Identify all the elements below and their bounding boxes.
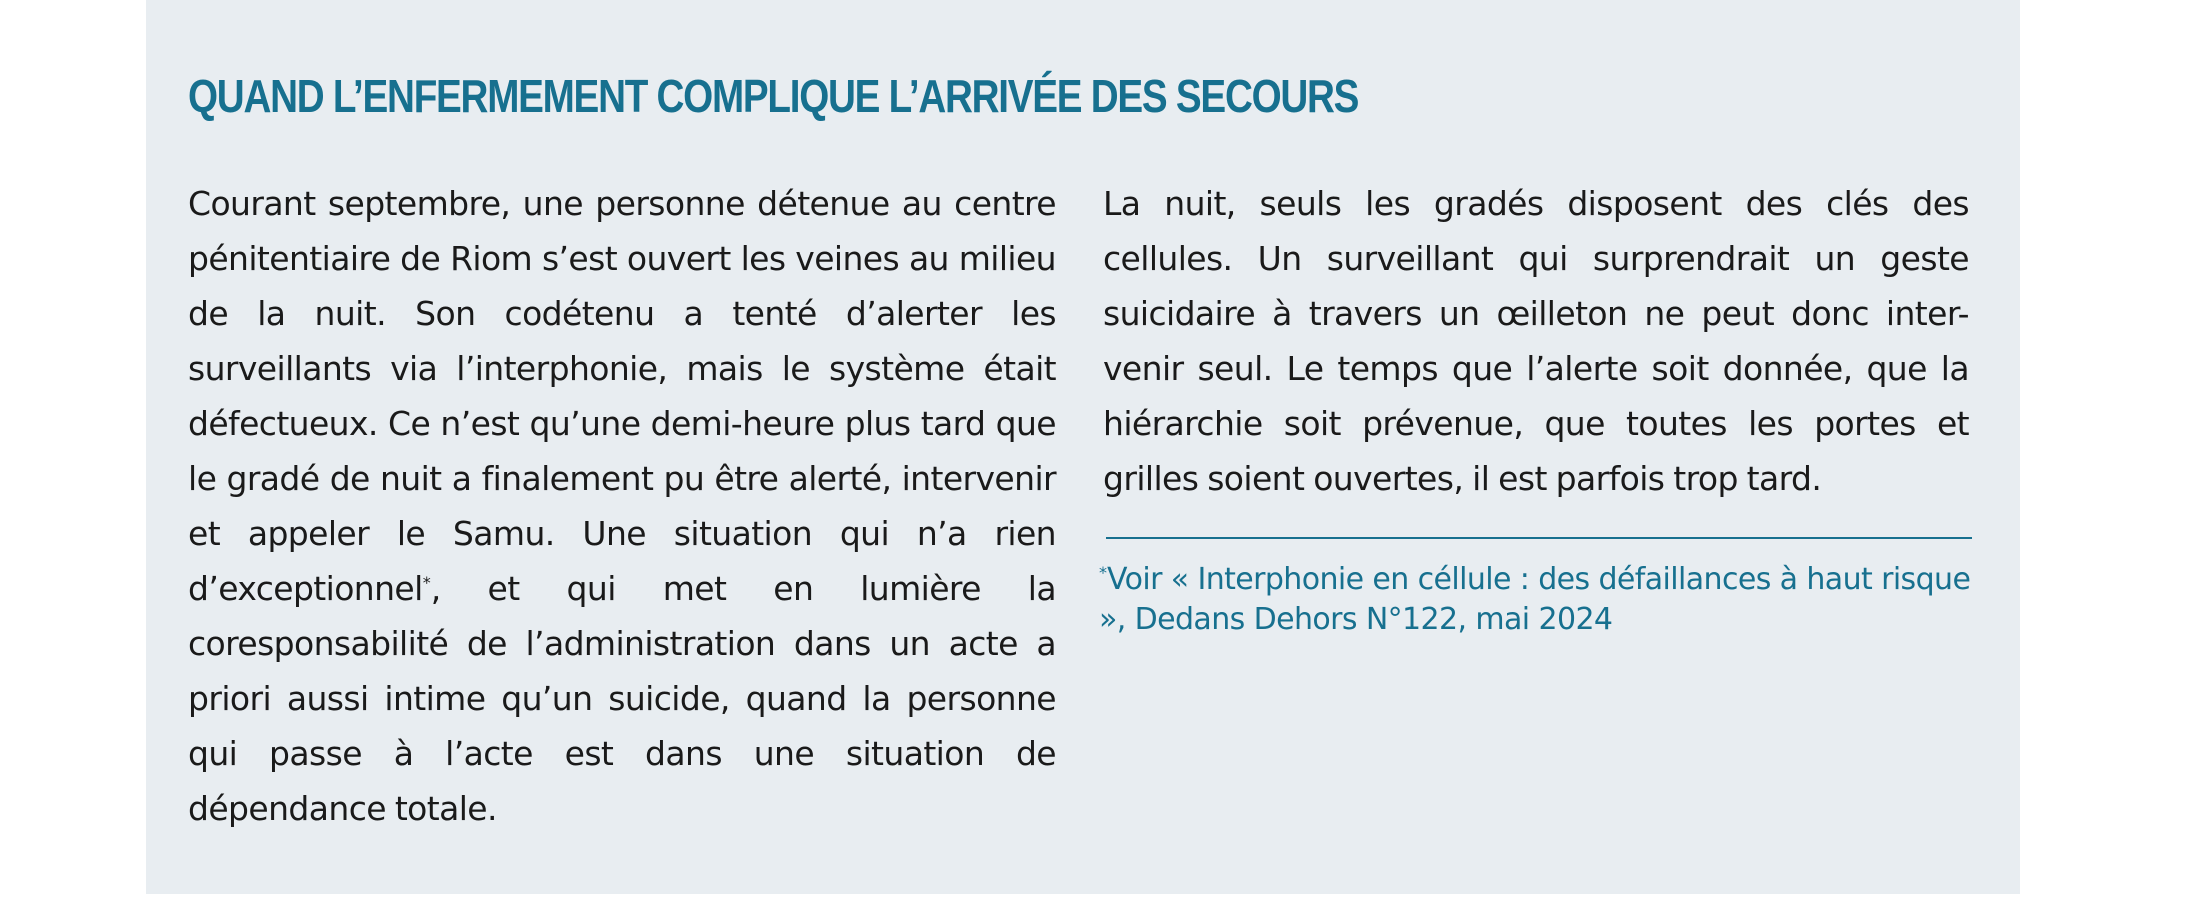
left-paragraph [188,176,1056,836]
right-column [1103,176,1969,506]
left-text-before-note: Courant septembre, une personne détenue au centre pénitentiaire de Riom s’est ouvert les veines au milieu de la nuit. Son codétenu a tenté d’alerter les surveillants via l’interphonie, mais le système était défectueux. Ce n’est qu’une demi-heure plus tard que le gradé de nuit a finalement pu être alerté, intervenir et appeler le Samu. Une situation qui n’a rien d’exceptionnel [188,184,1056,608]
sidebar-box [146,0,2020,894]
footnote-divider [1106,537,1972,539]
box-title: QUAND L’ENFERMEMENT COMPLIQUE L’ARRIVÉE DES SECOURS [188,70,1359,122]
left-column [188,176,1056,836]
footnote-reference-marker: * [422,573,431,592]
right-paragraph: La nuit, seuls les gradés disposent des clés des cellules. Un surveillant qui surprendrait un geste suicidaire à travers un œilleton ne peut donc inter-venir seul. Le temps que l’alerte soit donnée, que la hiérarchie soit prévenue, que toutes les portes et grilles soient ouvertes, il est parfois trop tard. [1103,184,1969,498]
footnote-marker: * [1099,563,1107,582]
left-text-after-note: , et qui met en lumière la coresponsabilité de l’administration dans un acte a priori aussi intime qu’un suicide, quand la personne qui passe à l’acte est dans une situation de dépendance totale. [188,569,1056,828]
footnote [1099,560,1979,640]
footnote-text: Voir « Interphonie en céllule : des défaillances à haut risque », Dedans Dehors N°122, mai 2024 [1099,562,1971,637]
